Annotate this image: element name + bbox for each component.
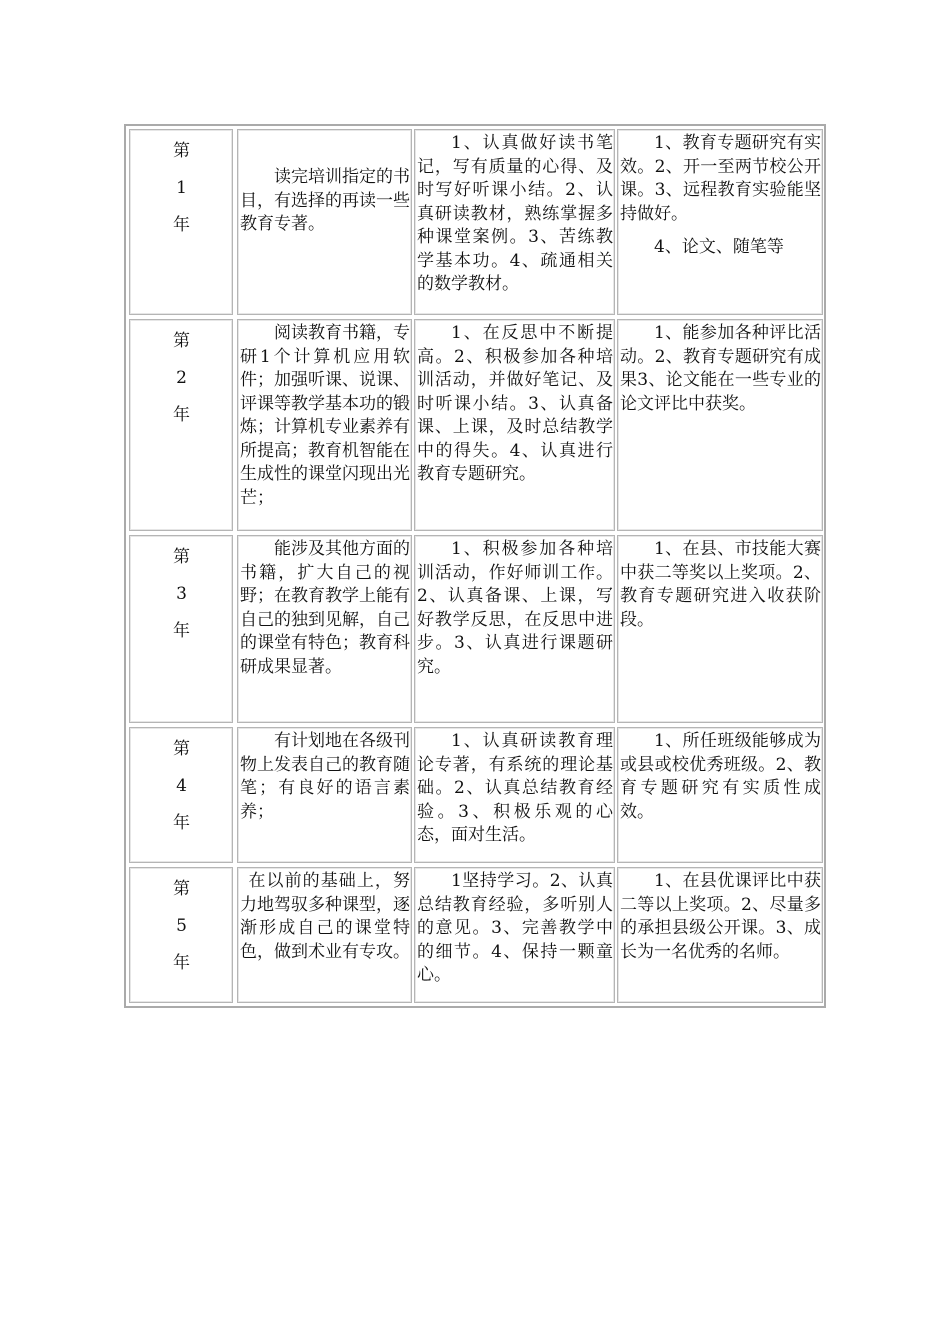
- goals-text: 1、所任班级能够成为或县或校优秀班级。2、教育专题研究有实质性成效。: [620, 731, 821, 822]
- year-number: 5: [176, 916, 187, 936]
- goals-text: 1、在县优课评比中获二等以上奖项。2、尽量多的承担县级公开课。3、成长为一名优秀的名师。: [620, 871, 821, 962]
- reading-text: 读完培训指定的书目，有选择的再读一些教育专著。: [240, 167, 410, 234]
- practice-cell: [414, 319, 615, 531]
- practice-cell: [414, 727, 615, 863]
- table-row: [126, 316, 824, 532]
- year-prefix: 第: [173, 141, 190, 161]
- year-prefix: 第: [173, 547, 190, 567]
- practice-text: 1、在反思中不断提高。2、积极参加各种培训活动，并做好笔记、及时听课小结。3、认真备课、上课，及时总结教学中的得失。4、认真进行教育专题研究。: [417, 323, 613, 484]
- goals-cell: [617, 867, 823, 1003]
- year-prefix: 第: [173, 331, 190, 351]
- year-suffix: 年: [173, 813, 190, 833]
- table-row: [126, 864, 824, 1006]
- year-cell: [129, 319, 233, 531]
- year-number: 3: [176, 584, 187, 604]
- year-number: 1: [176, 178, 187, 198]
- practice-cell: [414, 129, 615, 315]
- reading-text: 阅读教育书籍，专研1个计算机应用软件；加强听课、说课、评课等教学基本功的锻炼；计算机专业素养有所提高；教育机智能在生成性的课堂闪现出光芒；: [240, 323, 410, 508]
- goals-text: 1、教育专题研究有实效。2、开一至两节校公开课。3、远程教育实验能坚持做好。: [620, 133, 821, 224]
- year-suffix: 年: [173, 215, 190, 235]
- year-cell: [129, 727, 233, 863]
- table-row: [126, 532, 824, 724]
- goals-cell: [617, 319, 823, 531]
- practice-cell: [414, 867, 615, 1003]
- reading-cell: [237, 867, 412, 1003]
- table-row: [126, 126, 824, 316]
- goals-extra-text: 4、论文、随笔等: [654, 237, 784, 257]
- practice-text: 1坚持学习。2、认真总结教育经验，多听别人的意见。3、完善教学中的细节。4、保持一颗童心。: [417, 871, 613, 985]
- year-cell: [129, 867, 233, 1003]
- practice-text: 1、认真研读教育理论专著，有系统的理论基础。2、认真总结教育经验。3、积极乐观的心态，面对生活。: [417, 731, 613, 845]
- five-year-plan-table: [124, 124, 826, 1008]
- year-suffix: 年: [173, 621, 190, 641]
- year-number: 4: [176, 776, 187, 796]
- goals-cell: [617, 129, 823, 315]
- goals-text: 1、在县、市技能大赛中获二等奖以上奖项。2、教育专题研究进入收获阶段。: [620, 539, 821, 630]
- reading-cell: [237, 319, 412, 531]
- table-row: [126, 724, 824, 864]
- goals-cell: [617, 727, 823, 863]
- year-cell: [129, 535, 233, 723]
- reading-cell: [237, 129, 412, 315]
- year-prefix: 第: [173, 739, 190, 759]
- reading-cell: [237, 727, 412, 863]
- year-prefix: 第: [173, 879, 190, 899]
- practice-cell: [414, 535, 615, 723]
- reading-text: 在以前的基础上，努力地驾驭多种课型，逐渐形成自己的课堂特色，做到术业有专攻。: [240, 871, 410, 962]
- reading-text: 能涉及其他方面的书籍，扩大自己的视野；在教育教学上能有自己的独到见解，自己的课堂有特色；教育科研成果显著。: [240, 539, 410, 677]
- year-number: 2: [176, 368, 187, 388]
- practice-text: 1、积极参加各种培训活动，作好师训工作。2、认真备课、上课，写好教学反思，在反思中进步。3、认真进行课题研究。: [417, 539, 613, 677]
- year-suffix: 年: [173, 953, 190, 973]
- year-cell: [129, 129, 233, 315]
- goals-text: 1、能参加各种评比活动。2、教育专题研究有成果3、论文能在一些专业的论文评比中获奖。: [620, 323, 821, 414]
- reading-text: 有计划地在各级刊物上发表自己的教育随笔；有良好的语言素养；: [240, 731, 410, 822]
- year-suffix: 年: [173, 405, 190, 425]
- goals-cell: [617, 535, 823, 723]
- practice-text: 1、认真做好读书笔记，写有质量的心得、及时写好听课小结。2、认真研读教材，熟练掌握多种课堂案例。3、苦练教学基本功。4、疏通相关的数学教材。: [417, 133, 613, 294]
- reading-cell: [237, 535, 412, 723]
